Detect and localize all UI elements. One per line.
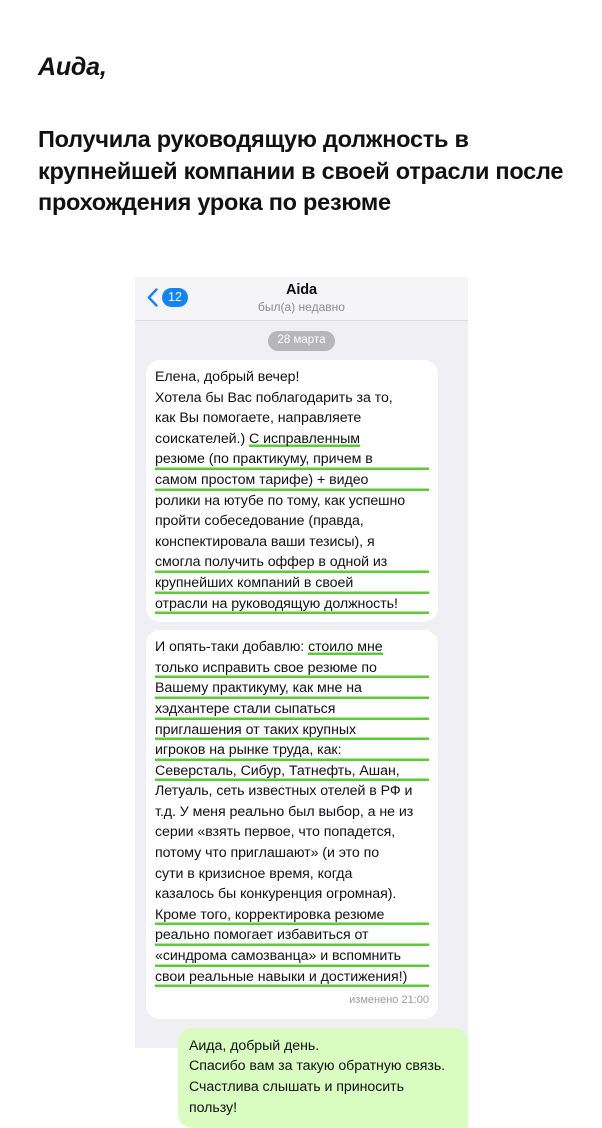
message-line: приглашения от таких крупных xyxy=(155,720,429,741)
message-line: Северсталь, Сибур, Татнефть, Ашан, xyxy=(155,761,429,782)
incoming-message-bubble[interactable] xyxy=(146,630,438,1019)
messages-container xyxy=(141,360,462,1128)
message-line: Летуаль, сеть известных отелей в РФ и xyxy=(155,783,413,800)
message-line: самом простом тарифе) + видео xyxy=(155,470,429,491)
date-divider-row xyxy=(141,321,462,360)
message-text-highlighted: стоило мне xyxy=(308,639,383,656)
message-line: конспектировала ваши тезисы), я xyxy=(155,533,375,550)
testimonial-intro xyxy=(38,52,566,219)
message-line: хэдхантере стали сыпаться xyxy=(155,699,429,720)
message-line: отрасли на руководящую должность! xyxy=(155,594,429,615)
chat-contact-name: Aida xyxy=(285,282,318,298)
message-line: Кроме того, корректировка резюме xyxy=(155,905,429,926)
message-line: реально помогает избавиться от xyxy=(155,925,429,946)
outgoing-message-bubble[interactable] xyxy=(178,1028,468,1128)
message-text-highlighted: С исправленным xyxy=(249,430,361,447)
message-line: т.д. У меня реально был выбор, а не из xyxy=(155,803,414,820)
message-line: резюме (по практикуму, причем в xyxy=(155,449,429,470)
message-line: Вашему практикуму, как мне на xyxy=(155,678,429,699)
testimonial-author-name: Аида, xyxy=(38,53,107,81)
message-line: казалось бы конкуренция огромная). xyxy=(155,886,397,903)
message-line: Хотела бы Вас поблагодарить за то, xyxy=(155,389,393,406)
message-line: крупнейших компаний в своей xyxy=(155,573,429,594)
unread-count-badge: 12 xyxy=(162,288,188,307)
chat-header xyxy=(135,277,468,321)
message-line: пользу! xyxy=(189,1099,237,1116)
message-line: только исправить свое резюме по xyxy=(155,658,429,679)
incoming-message-bubble[interactable] xyxy=(146,360,438,622)
message-line: Счастлива слышать и приносить xyxy=(189,1079,404,1095)
message-text-plain: И опять-таки добавлю: xyxy=(155,639,309,656)
message-line: как Вы помогаете, направляете xyxy=(155,410,362,427)
message-line: пройти собеседование (правда, xyxy=(155,513,364,530)
message-line: Спасибо вам за такую обратную связь. xyxy=(189,1058,446,1075)
message-line: Елена, добрый вечер! xyxy=(155,369,300,385)
chat-contact-status: был(а) недавно xyxy=(258,300,345,314)
message-line xyxy=(155,429,429,450)
message-line: смогла получить оффер в одной из xyxy=(155,552,429,573)
message-line: свои реальные навыки и достижения!) xyxy=(155,967,429,988)
testimonial-headline: Получила руководящую должность в крупнейшей компании в своей отрасли после прохождения урока по резюме xyxy=(38,126,564,215)
message-line: потому что приглашают» (и это по xyxy=(155,845,380,862)
date-divider-pill: 28 марта xyxy=(268,331,336,351)
message-line: ролики на ютубе по тому, как успешно xyxy=(155,492,406,509)
chat-screenshot xyxy=(135,277,468,1116)
chat-header-titles[interactable] xyxy=(135,282,468,315)
message-line: Аида, добрый день. xyxy=(189,1037,320,1054)
message-line: игроков на рынке труда, как: xyxy=(155,740,429,761)
message-text-plain: соискателей.) xyxy=(155,430,250,447)
message-line: сути в кризисное время, когда xyxy=(155,865,353,882)
message-line xyxy=(155,637,429,658)
chat-message-list[interactable] xyxy=(135,321,468,1116)
message-timestamp: изменено 21:00 xyxy=(349,994,429,1007)
message-line: серии «взять первое, что попадется, xyxy=(155,824,396,841)
message-line: «синдрома самозванца» и вспомнить xyxy=(155,946,429,967)
